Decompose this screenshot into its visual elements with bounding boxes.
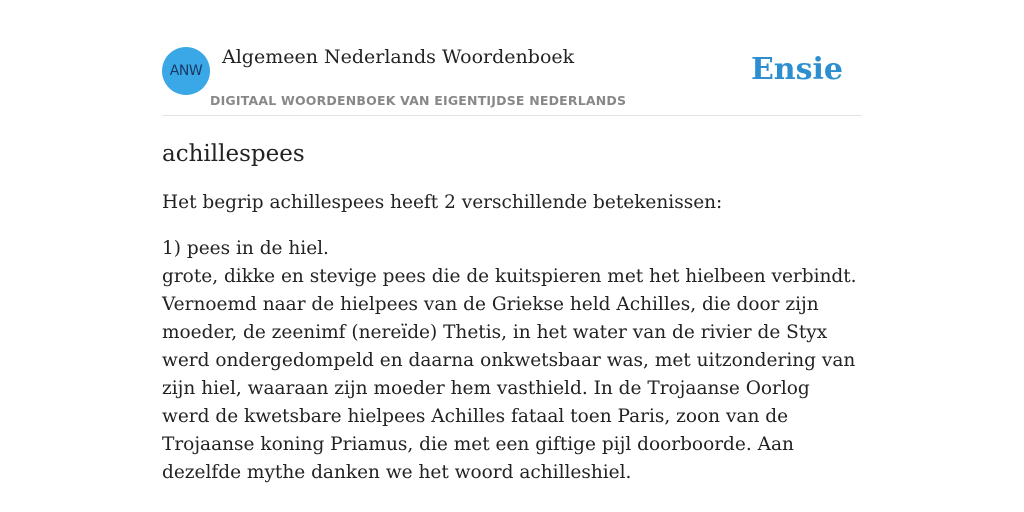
site-subtitle: DIGITAAL WOORDENBOEK VAN EIGENTIJDSE NEDERLANDS	[210, 93, 627, 108]
anw-logo[interactable]	[162, 47, 210, 95]
header-divider	[162, 115, 862, 116]
meaning-1-definition: grote, dikke en stevige pees die de kuitspieren met het hielbeen verbindt.	[162, 266, 857, 287]
ensie-brand-logo[interactable]: Ensie	[750, 52, 843, 87]
entry-headword: achillespees	[162, 141, 305, 167]
meaning-1-title: 1) pees in de hiel.	[162, 238, 329, 259]
meaning-1-explanation: Vernoemd naar de hielpees van de Griekse held Achilles, die door zijn moeder, de zeenimf (nereïde) Thetis, in het water van de rivier de Styx werd ondergedompeld en daarna onkwetsbaar was, met uitzondering van zijn hiel, waaraan zijn moeder hem vasthield. In de Trojaanse Oorlog werd de kwetsbare hielpees Achilles fataal toen Paris, zoon van de Trojaanse koning Priamus, die met een giftige pijl doorboorde. Aan dezelfde mythe danken we het woord achilleshiel.	[162, 294, 856, 483]
site-title[interactable]: Algemeen Nederlands Woordenboek	[222, 46, 575, 68]
entry-content	[162, 138, 862, 487]
meaning-1	[162, 235, 862, 487]
logo-text: ANW	[169, 63, 203, 79]
entry-intro: Het begrip achillespees heeft 2 verschillende betekenissen:	[162, 192, 723, 213]
